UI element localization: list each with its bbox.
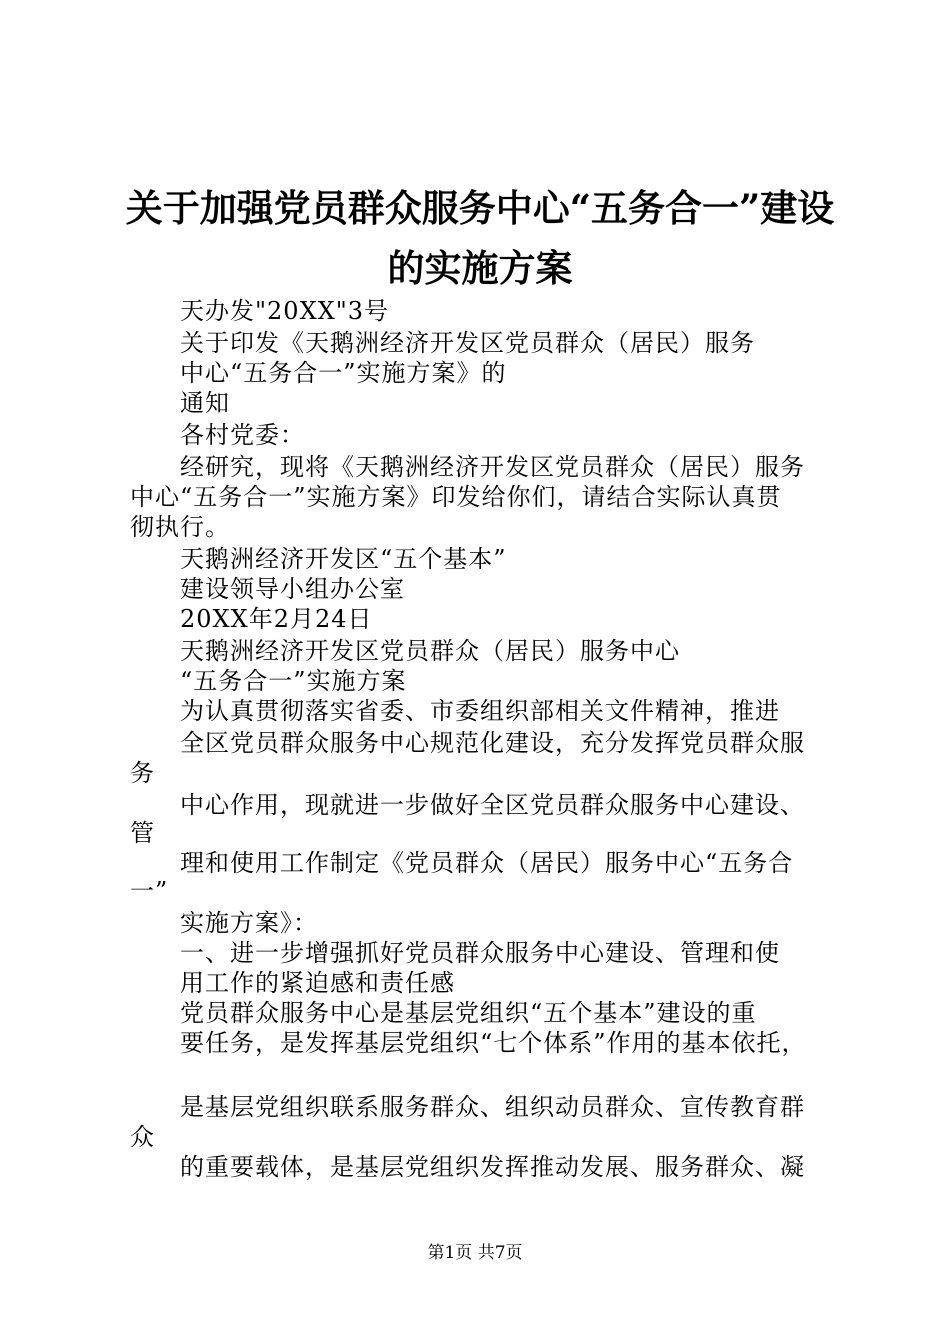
page-number: 第1页 共7页: [427, 1243, 523, 1263]
plan-title-line: “五务合一”实施方案: [180, 667, 407, 695]
paragraph-line: 一”: [130, 877, 169, 905]
signature-office: 建设领导小组办公室: [180, 575, 405, 603]
paragraph-line: 理和使用工作制定《党员群众（居民）服务中心“五务合: [180, 849, 794, 877]
paragraph-line: 实施方案》：: [180, 909, 318, 937]
doc-number: 天办发"20XX"3号: [180, 297, 390, 325]
paragraph-line: 中心“五务合一”实施方案》印发给你们，请结合实际认真贯: [130, 483, 782, 511]
paragraph-line: 的重要载体，是基层党组织发挥推动发展、服务群众、凝: [180, 1153, 805, 1181]
paragraph-line: 务: [130, 759, 155, 787]
plan-title-line: 天鹅洲经济开发区党员群众（居民）服务中心: [180, 637, 680, 665]
paragraph-line: 管: [130, 819, 155, 847]
paragraph-line: 中心作用，现就进一步做好全区党员群众服务中心建设、: [180, 791, 805, 819]
paragraph-line: 为认真贯彻落实省委、市委组织部相关文件精神，推进: [180, 697, 780, 725]
document-title-line-2: 的实施方案: [387, 246, 573, 290]
notice-title-line: 通知: [180, 389, 230, 417]
paragraph-line: 党员群众服务中心是基层党组织“五个基本”建设的重: [180, 999, 757, 1027]
salutation: 各村党委：: [180, 421, 305, 449]
section-heading: 用工作的紧迫感和责任感: [180, 969, 455, 997]
document-title-line-1: 关于加强党员群众服务中心“五务合一”建设: [125, 186, 835, 230]
paragraph-line: 彻执行。: [130, 513, 230, 541]
paragraph-line: 众: [130, 1123, 155, 1151]
signature-date: 20XX年2月24日: [180, 605, 373, 633]
notice-title-line: 中心“五务合一”实施方案》的: [180, 359, 507, 387]
paragraph-line: 要任务，是发挥基层党组织“七个体系”作用的基本依托，: [180, 1029, 807, 1057]
paragraph-line: 全区党员群众服务中心规范化建设，充分发挥党员群众服: [180, 729, 805, 757]
notice-title-line: 关于印发《天鹅洲经济开发区党员群众（居民）服务: [180, 329, 755, 357]
paragraph-line: 经研究，现将《天鹅洲经济开发区党员群众（居民）服务: [180, 453, 805, 481]
section-heading: 一、进一步增强抓好党员群众服务中心建设、管理和使: [180, 939, 780, 967]
paragraph-line: 是基层党组织联系服务群众、组织动员群众、宣传教育群: [180, 1093, 805, 1121]
signature-org: 天鹅洲经济开发区“五个基本”: [180, 545, 507, 573]
